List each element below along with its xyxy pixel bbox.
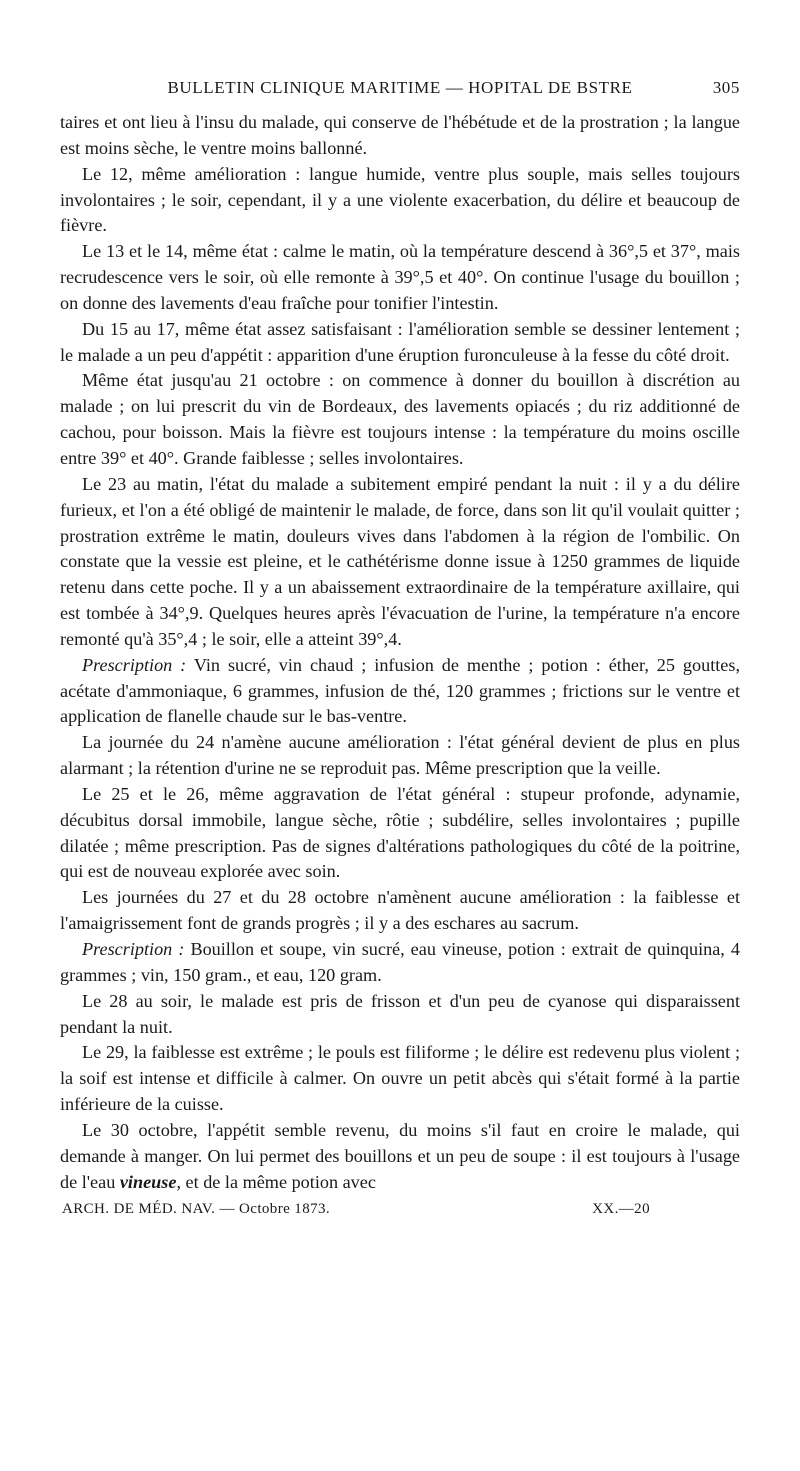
paragraph-text: Le 28 au soir, le malade est pris de frisson et d'un peu de cyanose qui disparaissent pendant la nuit. [60, 990, 740, 1037]
paragraph-tail: , et de la même potion avec [176, 1171, 376, 1192]
paragraph [60, 162, 740, 240]
footer-journal: ARCH. DE MÉD. NAV. — Octobre 1873. [62, 1201, 331, 1218]
page-footer [60, 1201, 740, 1218]
paragraph [60, 782, 740, 885]
paragraph-text: Le 29, la faiblesse est extrême ; le pouls est filiforme ; le délire est redevenu plus violent ; la soif est intense et difficile à calmer. On ouvre un petit abcès qui s'était formé à la partie inférieure de la cuisse. [60, 1042, 740, 1115]
footer-signature: XX.—20 [592, 1201, 650, 1218]
paragraph-text: La journée du 24 n'amène aucune amélioration : l'état général devient de plus en plus alarmant ; la rétention d'urine ne se reproduit pas. Même prescription que la veille. [60, 732, 740, 779]
paragraph-text: Les journées du 27 et du 28 octobre n'amènent aucune amélioration : la faiblesse et l'amaigrissement font de grands progrès ; il y a des eschares au sacrum. [60, 887, 740, 934]
paragraph-text: Le 13 et le 14, même état : calme le matin, où la température descend à 36°,5 et 37°, mais recrudescence vers le soir, où elle remonte à 39°,5 et 40°. On continue l'usage du bouillon ; on donne des lavements d'eau fraîche pour tonifier l'intestin. [60, 241, 740, 313]
document-page [60, 78, 740, 1218]
paragraph-text: Même état jusqu'au 21 octobre : on commence à donner du bouillon à discrétion au malade ; on lui prescrit du vin de Bordeaux, des lavements opiacés ; du riz additionné de cachou, pour boisson. Mais la fièvre est toujours intense : la température du moins oscille entre 39° et 40°. Grande faiblesse ; selles involontaires. [60, 370, 740, 468]
paragraph [60, 1118, 740, 1196]
prescription-label: Prescription : [82, 939, 185, 959]
paragraph [60, 110, 740, 162]
paragraph-text: Bouillon et soupe, vin sucré, eau vineuse, potion : extrait de quinquina, 4 grammes ; vin, 150 gram., et eau, 120 gram. [60, 939, 740, 985]
paragraph [60, 368, 740, 471]
paragraph [60, 653, 740, 731]
paragraph [60, 885, 740, 937]
paragraph-text: Le 23 au matin, l'état du malade a subitement empiré pendant la nuit : il y a du délire furieux, et l'on a été obligé de maintenir le malade, de force, dans son lit qu'il voulait quitter ; prostration extrême le matin, douleurs vives dans l'abdomen à la région de l'ombilic. On constate que la vessie est pleine, et le cathétérisme donne issue à 1250 grammes de liquide retenu dans cette poche. Il y a un abaissement extraordinaire de la température axillaire, qui est tombée à 34°,9. Quelques heures après l'évacuation de l'urine, la température n'a encore remonté qu'à 35°,4 ; le soir, elle a atteint 39°,4. [60, 473, 740, 649]
running-header [60, 78, 740, 98]
paragraph [60, 937, 740, 989]
page-number: 305 [712, 78, 740, 97]
paragraph-text: taires et ont lieu à l'insu du malade, qui conserve de l'hébétude et de la prostration ; la langue est moins sèche, le ventre moins ballonné. [60, 112, 740, 158]
header-title: BULLETIN CLINIQUE MARITIME — HOPITAL DE BSTRE [167, 78, 633, 97]
paragraph-text: Du 15 au 17, même état assez satisfaisant : l'amélioration semble se dessiner lentement ; le malade a un peu d'appétit : apparition d'une éruption furonculeuse à la fesse du côté droit. [60, 318, 740, 365]
emphasis-text: vineuse [119, 1171, 177, 1192]
paragraph [60, 989, 740, 1041]
paragraph [60, 239, 740, 317]
paragraph-text: Le 30 octobre, l'appétit semble revenu, du moins s'il faut en croire le malade, qui demande à manger. On lui permet des bouillons et un peu de soupe : il est toujours à l'usage de l'eau [60, 1119, 740, 1192]
paragraph [60, 472, 740, 653]
body-text [60, 110, 740, 1195]
paragraph-text: Le 25 et le 26, même aggravation de l'état général : stupeur profonde, adynamie, décubitus dorsal immobile, langue sèche, rôtie ; subdélire, selles involontaires ; pupille dilatée ; même prescription. Pas de signes d'altérations pathologiques du côté de la poitrine, qui est de nouveau explorée avec soin. [60, 783, 740, 882]
paragraph-text: Vin sucré, vin chaud ; infusion de menthe ; potion : éther, 25 gouttes, acétate d'ammoniaque, 6 grammes, infusion de thé, 120 grammes ; frictions sur le ventre et application de flanelle chaude sur le bas-ventre. [60, 654, 740, 727]
paragraph [60, 730, 740, 782]
paragraph [60, 317, 740, 369]
paragraph-text: Le 12, même amélioration : langue humide, ventre plus souple, mais selles toujours involontaires ; le soir, cependant, il y a une violente exacerbation, du délire et beaucoup de fièvre. [60, 163, 740, 236]
paragraph [60, 1040, 740, 1118]
prescription-label: Prescription : [82, 654, 187, 675]
